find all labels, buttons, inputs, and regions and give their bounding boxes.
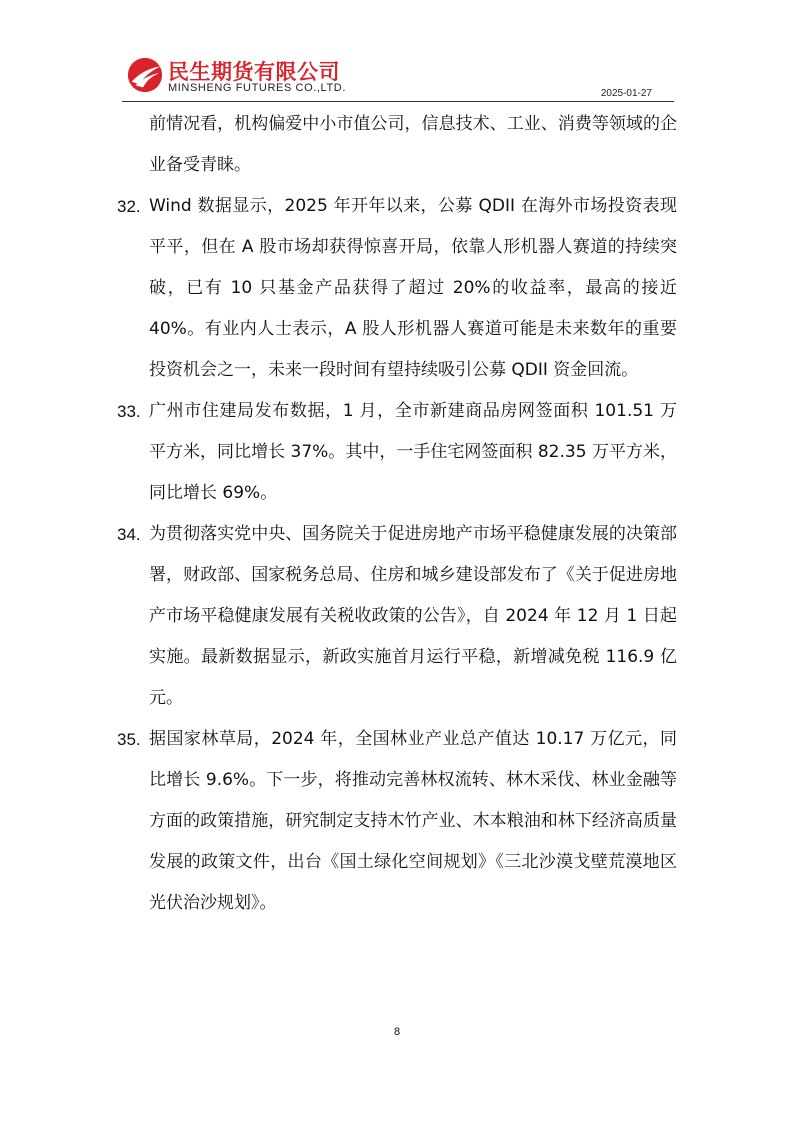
- paragraph-text: Wind 数据显示，2025 年开年以来，公募 QDII 在海外市场投资表现平平，但在 A 股市场却获得惊喜开局，依靠人形机器人赛道的持续突破，已有 10 只基金产品获得了超过 20%的收益率，最高的接近 40%。有业内人士表示，A 股人形机器人赛道可能是未来数年的重要投资机会之一，未来一段时间有望持续吸引公募 QDII 资金回流。: [149, 196, 677, 380]
- paragraph-text: 前情况看，机构偏爱中小市值公司，信息技术、工业、消费等领域的企业备受青睐。: [149, 114, 677, 175]
- page-header: [122, 52, 674, 102]
- paragraph-number: 34.: [117, 525, 141, 544]
- document-body: [117, 104, 677, 924]
- paragraph-item-33: [117, 391, 677, 514]
- paragraph-continued: [117, 104, 677, 186]
- paragraph-text: 广州市住建局发布数据，1 月，全市新建商品房网签面积 101.51 万平方米，同比增长 37%。其中，一手住宅网签面积 82.35 万平方米，同比增长 69%。: [149, 401, 677, 503]
- paragraph-text: 据国家林草局，2024 年，全国林业产业总产值达 10.17 万亿元，同比增长 9.6%。下一步，将推动完善林权流转、林木采伐、林业金融等方面的政策措施，研究制定支持木竹产业、木本粮油和林下经济高质量发展的政策文件，出台《国土绿化空间规划》《三北沙漠戈壁荒漠地区光伏治沙规划》。: [149, 729, 677, 913]
- paragraph-item-32: [117, 186, 677, 391]
- paragraph-text: 为贯彻落实党中央、国务院关于促进房地产市场平稳健康发展的决策部署，财政部、国家税务总局、住房和城乡建设部发布了《关于促进房地产市场平稳健康发展有关税收政策的公告》，自 2024 年 12 月 1 日起实施。最新数据显示，新政实施首月运行平稳，新增减免税 116.9 亿元。: [149, 524, 677, 708]
- paragraph-item-35: [117, 719, 677, 924]
- paragraph-number: 32.: [117, 197, 141, 216]
- report-date: 2025-01-27: [600, 88, 652, 99]
- paragraph-number: 33.: [117, 402, 141, 421]
- paragraph-number: 35.: [117, 730, 141, 749]
- page-number: 8: [393, 1026, 401, 1038]
- brand-name-english: MINSHENG FUTURES CO.,LTD.: [168, 82, 346, 94]
- paragraph-item-34: [117, 514, 677, 719]
- minsheng-logo-icon: [126, 56, 164, 94]
- brand-name-chinese: 民生期货有限公司: [168, 60, 340, 84]
- header-divider: [122, 101, 674, 102]
